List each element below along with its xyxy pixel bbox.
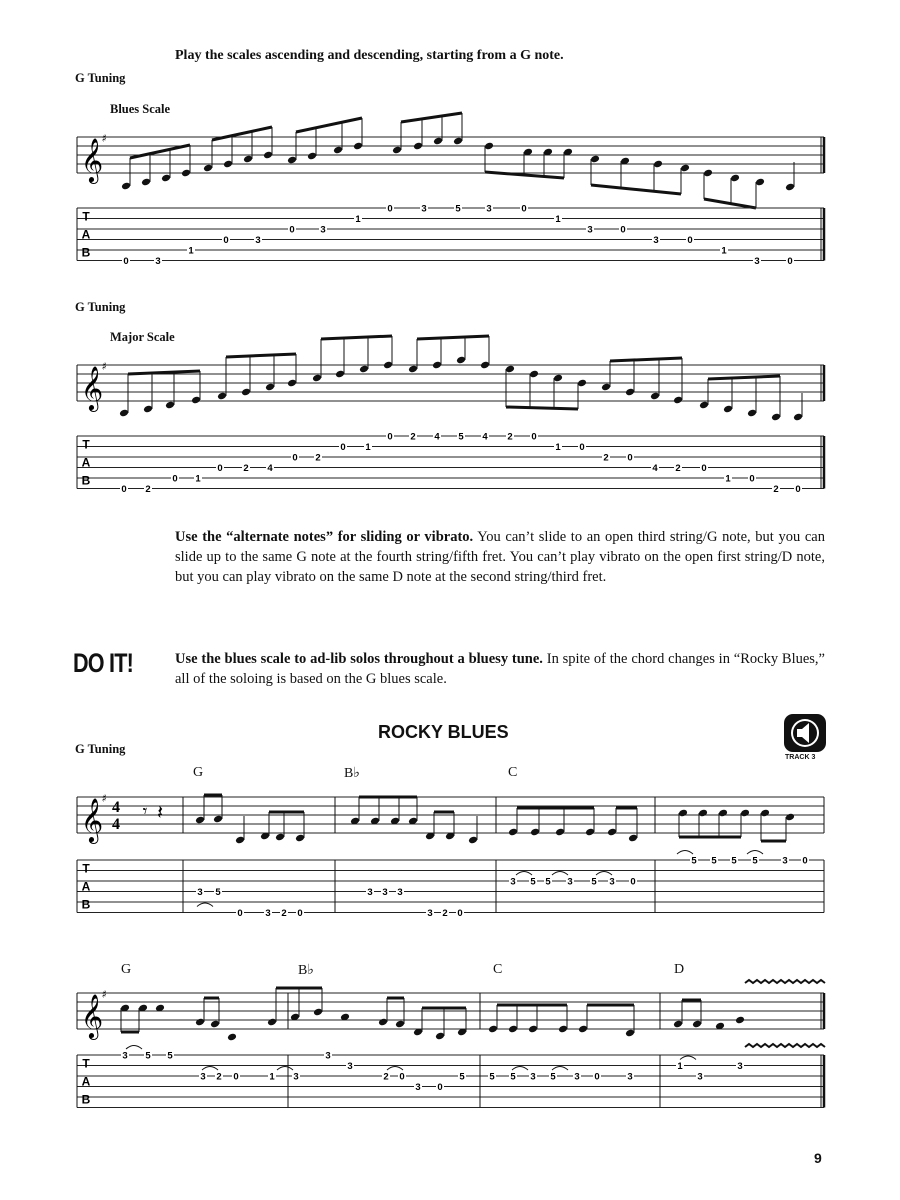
chord-symbol: B♭	[344, 766, 360, 781]
tie-arc	[516, 872, 532, 876]
tie-arc	[596, 872, 612, 876]
tab-number: 4	[482, 431, 488, 443]
tab-clef-letter: A	[81, 455, 91, 470]
note-beam	[321, 336, 392, 339]
tab-number: 2	[243, 463, 249, 474]
note-beam	[212, 127, 272, 140]
tie-arc	[277, 1067, 293, 1071]
tab-number: 0	[387, 203, 393, 215]
note-head	[227, 1033, 237, 1042]
tab-number: 5	[530, 876, 536, 888]
chord-symbol: G	[121, 962, 132, 977]
tab-number: 3	[510, 876, 516, 888]
tab-number: 3	[567, 876, 573, 888]
song-title: ROCKY BLUES	[378, 722, 509, 742]
tab-number: 0	[297, 908, 303, 919]
tab-number: 3	[697, 1071, 703, 1083]
tab-clef-letter: T	[82, 1056, 90, 1071]
tab-number: 5	[455, 203, 461, 215]
tab-number: 3	[653, 235, 659, 246]
tab-number: 0	[594, 1071, 600, 1083]
tab-number: 1	[365, 442, 371, 453]
tab-number: 5	[145, 1050, 151, 1062]
alternate-notes-bold: Use the “alternate notes” for sliding or vibrato.	[175, 529, 474, 545]
tab-number: 3	[320, 224, 326, 236]
treble-clef: 𝄞	[80, 994, 104, 1038]
tab-number: 1	[555, 442, 561, 453]
tab-number: 5	[752, 855, 758, 867]
tab-number: 0	[630, 876, 636, 888]
tab-number: 3	[427, 908, 433, 919]
note-beam	[417, 336, 489, 339]
tab-number: 2	[383, 1071, 389, 1083]
key-signature-sharp: ♯	[101, 360, 107, 373]
tab-clef-letter: B	[81, 473, 91, 488]
tab-number: 0	[292, 452, 298, 464]
tab-number: 0	[687, 235, 693, 246]
tab-number: 2	[675, 463, 681, 474]
tab-number: 1	[355, 214, 361, 225]
note-beam	[610, 358, 682, 361]
tie-arc	[197, 903, 213, 907]
tab-number: 3	[200, 1071, 206, 1083]
tuning-label-1: G Tuning	[75, 71, 126, 85]
tab-number: 0	[437, 1082, 443, 1093]
note-beam	[226, 354, 296, 357]
tab-number: 0	[620, 224, 626, 236]
tab-number: 3	[574, 1071, 580, 1083]
quarter-rest: 𝄽	[156, 800, 164, 824]
tab-clef-letter: T	[82, 437, 90, 452]
tie-arc	[202, 1067, 218, 1071]
chord-symbol: C	[508, 765, 518, 780]
tab-number: 0	[217, 463, 223, 474]
tab-number: 0	[521, 203, 527, 215]
eighth-rest: 𝄾	[142, 801, 148, 822]
time-signature-top: 4	[112, 799, 120, 816]
tab-number: 0	[237, 908, 243, 919]
tab-number: 0	[795, 484, 801, 495]
tab-number: 3	[737, 1061, 743, 1072]
tab-number: 0	[233, 1071, 239, 1083]
blues-staff	[77, 137, 824, 173]
tie-arc	[512, 1067, 528, 1071]
note-beam	[704, 199, 756, 208]
tab-number: 2	[410, 431, 416, 443]
tab-number: 3	[197, 887, 203, 898]
tab-clef-letter: T	[82, 861, 90, 876]
note-beam	[591, 185, 681, 194]
tab-number: 5	[545, 876, 551, 888]
tie-arc	[677, 851, 693, 855]
tab-number: 0	[531, 431, 537, 443]
tie-arc	[552, 1067, 568, 1071]
tab-number: 1	[195, 473, 201, 485]
tab-number: 3	[367, 887, 373, 898]
tab-number: 0	[123, 256, 129, 267]
tab-number: 4	[652, 463, 658, 474]
do-it-rest: In spite of the chord changes in “Rocky Blues,” all of the soloing is based on the G blues scale.	[175, 651, 825, 687]
do-it-heading: DO IT!	[73, 648, 133, 678]
tab-number: 3	[325, 1050, 331, 1062]
alternate-notes-rest: You can’t slide to an open third string/G note, but you can slide up to the same G note at the fourth string/fifth fret. You can’t play vibrato on the open first string/D note, but you can play vibrato on the same D note at the second string/third fret.	[175, 529, 825, 585]
tab-clef-letter: B	[81, 245, 91, 260]
tab-number: 3	[347, 1061, 353, 1072]
tab-number: 5	[167, 1050, 173, 1062]
tab-number: 0	[701, 463, 707, 474]
tab-number: 3	[293, 1071, 299, 1083]
tab-number: 3	[265, 908, 271, 919]
note-head	[735, 1016, 745, 1025]
tab-number: 3	[421, 203, 427, 215]
note-beam	[296, 118, 362, 132]
tab-number: 3	[609, 876, 615, 888]
track-label: TRACK 3	[785, 754, 816, 761]
tab-number: 0	[223, 235, 229, 246]
tab-number: 2	[442, 908, 448, 919]
tab-number: 5	[458, 431, 464, 443]
song-staff-2	[77, 993, 824, 1029]
tab-number: 3	[382, 887, 388, 898]
tab-number: 3	[754, 256, 760, 267]
scale-name-major: Major Scale	[110, 330, 175, 344]
tab-number: 2	[507, 431, 513, 443]
tie-arc	[126, 1046, 142, 1050]
tab-number: 0	[172, 473, 178, 485]
tab-number: 5	[459, 1071, 465, 1083]
tab-number: 0	[749, 473, 755, 485]
tab-number: 0	[579, 442, 585, 453]
tie-arc	[552, 872, 568, 876]
treble-clef: 𝄞	[80, 798, 104, 842]
tab-number: 0	[289, 224, 295, 236]
tab-number: 3	[415, 1082, 421, 1093]
tab-number: 3	[486, 203, 492, 215]
tab-number: 3	[530, 1071, 536, 1083]
tab-vibrato-line	[745, 1044, 825, 1047]
key-signature-sharp: ♯	[101, 792, 107, 805]
do-it-bold: Use the blues scale to ad-lib solos throughout a bluesy tune.	[175, 651, 543, 667]
tab-number: 1	[269, 1071, 275, 1083]
song-staff-1	[77, 797, 824, 833]
key-signature-sharp: ♯	[101, 988, 107, 1001]
tab-clef-letter: A	[81, 227, 91, 242]
tab-number: 3	[627, 1071, 633, 1083]
note-beam	[130, 145, 190, 158]
scale-name-blues: Blues Scale	[110, 102, 171, 116]
tab-number: 0	[627, 452, 633, 464]
tab-number: 1	[725, 473, 731, 485]
chord-symbol: B♭	[298, 963, 314, 978]
tab-number: 2	[145, 484, 151, 495]
tab-number: 5	[510, 1071, 516, 1083]
tab-clef-letter: A	[81, 1074, 91, 1089]
tab-number: 5	[215, 887, 221, 898]
tie-arc	[387, 1067, 403, 1071]
tab-number: 3	[397, 887, 403, 898]
tab-number: 2	[216, 1071, 222, 1083]
time-signature-bottom: 4	[112, 816, 120, 833]
song-tuning-label: G Tuning	[75, 742, 126, 756]
tab-number: 4	[434, 431, 440, 443]
tab-number: 5	[691, 855, 697, 867]
tie-arc	[747, 851, 763, 855]
tab-number: 5	[591, 876, 597, 888]
tab-number: 5	[550, 1071, 556, 1083]
tab-number: 2	[773, 484, 779, 495]
intro-text: Play the scales ascending and descending, starting from a G note.	[175, 48, 564, 63]
tab-number: 3	[155, 256, 161, 267]
chord-symbol: C	[493, 962, 503, 977]
tab-number: 2	[315, 452, 321, 464]
treble-clef: 𝄞	[80, 138, 104, 182]
tab-number: 3	[587, 224, 593, 236]
tab-number: 0	[457, 908, 463, 919]
tab-number: 3	[122, 1050, 128, 1062]
tab-number: 2	[281, 908, 287, 919]
tab-number: 5	[711, 855, 717, 867]
tab-number: 0	[340, 442, 346, 453]
tab-number: 3	[782, 855, 788, 867]
tab-number: 0	[387, 431, 393, 443]
tab-number: 2	[603, 452, 609, 464]
tab-number: 4	[267, 463, 273, 474]
chord-symbol: G	[193, 765, 204, 780]
tab-number: 0	[399, 1071, 405, 1083]
major-tab-staff	[77, 436, 824, 489]
tab-number: 1	[555, 214, 561, 225]
tab-number: 0	[787, 256, 793, 267]
tab-number: 0	[802, 855, 808, 867]
tab-clef-letter: B	[81, 1092, 91, 1107]
tab-clef-letter: B	[81, 897, 91, 912]
tab-number: 3	[255, 235, 261, 246]
tab-number: 1	[721, 245, 727, 257]
tuning-label-2: G Tuning	[75, 300, 126, 314]
song-tab-1	[77, 860, 824, 913]
tab-clef-letter: T	[82, 209, 90, 224]
treble-clef: 𝄞	[80, 366, 104, 410]
key-signature-sharp: ♯	[101, 132, 107, 145]
note-beam	[708, 376, 780, 379]
song-tab-2	[77, 1055, 824, 1108]
tab-number: 0	[121, 484, 127, 495]
tab-number: 5	[489, 1071, 495, 1083]
note-beam	[401, 113, 462, 122]
tab-number: 5	[731, 855, 737, 867]
note-beam	[506, 407, 578, 409]
tab-number: 1	[677, 1061, 683, 1072]
tab-number: 1	[188, 245, 194, 257]
tab-clef-letter: A	[81, 879, 91, 894]
chord-symbol: D	[674, 962, 685, 977]
tie-arc	[680, 1056, 696, 1060]
vibrato-line	[745, 980, 825, 983]
page-number: 9	[814, 1150, 822, 1166]
